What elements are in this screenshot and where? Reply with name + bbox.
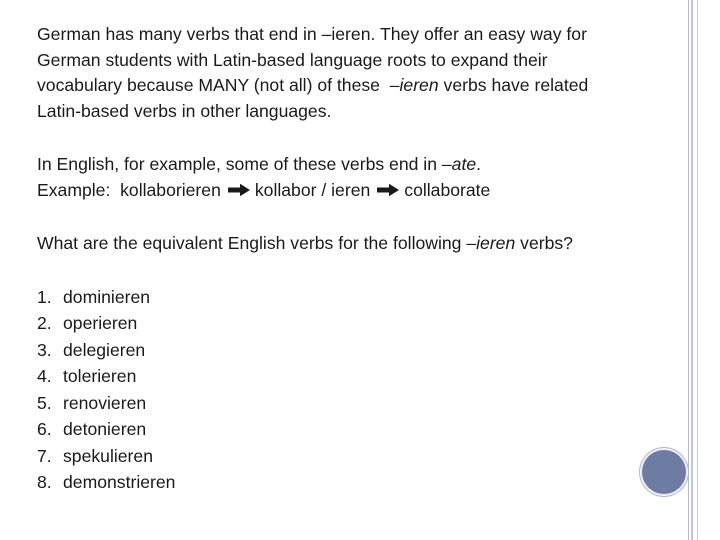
verb-word: tolerieren [63,366,137,386]
list-item [37,337,682,364]
question-paragraph [37,231,682,257]
list-item [37,284,682,311]
verb-list [37,284,682,496]
question-line [37,231,682,257]
list-number: 2. [37,313,52,333]
intro-line: German has many verbs that end in –ieren. They offer an easy way for [37,24,587,44]
list-number: 6. [37,419,52,439]
example-split: kollabor / ieren [254,179,371,200]
right-arrow-icon [376,183,400,197]
list-number: 5. [37,392,52,413]
verb-word: renovieren [63,392,147,413]
intro-line [37,73,682,99]
list-number: 1. [37,286,52,307]
example-line [37,178,682,204]
intro-text: verbs have related [438,75,589,95]
list-item [37,469,682,496]
question-text: What are the equivalent English verbs for the following [37,233,467,253]
intro-line: Latin-based verbs in other languages. [37,100,332,121]
list-item [37,390,682,417]
english-text: In English, for example, some of these verbs end in [37,154,442,174]
slide-content [37,22,682,496]
intro-line: German students with Latin-based language roots to expand their [37,49,548,70]
english-paragraph [37,152,682,203]
list-item [37,443,682,470]
list-item [37,416,682,443]
slide-border-rule [697,0,698,540]
verb-word: operieren [63,313,138,333]
list-number: 4. [37,366,52,386]
intro-paragraph [37,22,682,124]
right-arrow-icon [227,183,251,197]
slide-border-rule [691,0,693,540]
list-number: 7. [37,445,52,466]
verb-word: spekulieren [63,445,153,466]
list-item [37,310,682,337]
verb-word: detonieren [63,419,147,439]
english-text: . [476,154,482,174]
verb-word: delegieren [63,339,146,360]
verb-word: dominieren [63,286,151,307]
list-item [37,363,682,390]
verb-word: demonstrieren [63,472,176,492]
slide-border-rule [688,0,689,540]
example-result: collaborate [404,179,491,200]
english-line [37,152,682,178]
suffix-emphasis: –ieren [466,233,516,253]
intro-text: vocabulary because MANY (not all) of these [37,75,390,95]
list-number: 8. [37,472,52,492]
suffix-emphasis: –ieren [389,75,439,95]
list-number: 3. [37,339,52,360]
question-text: verbs? [515,233,573,253]
suffix-emphasis: –ate [441,154,477,174]
example-label: Example: kollaborieren [37,179,221,200]
decorative-circle [642,450,686,494]
